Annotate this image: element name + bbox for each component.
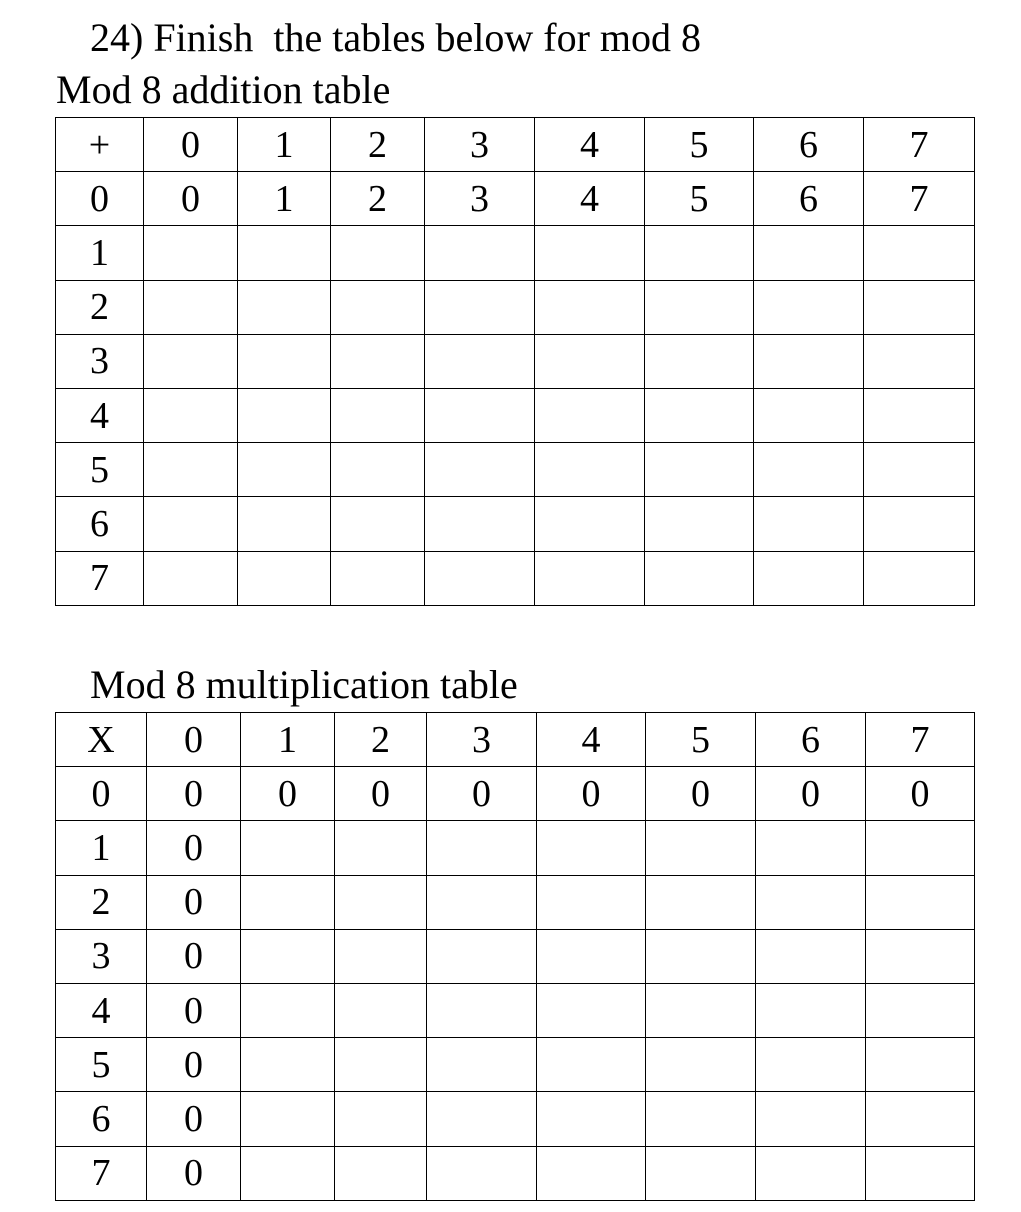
addition-cell[interactable] [754, 226, 864, 280]
multiplication-cell: 0 [147, 1092, 241, 1146]
multiplication-cell: 0 [147, 929, 241, 983]
addition-cell: 2 [331, 172, 425, 226]
multiplication-column-header: 7 [866, 713, 975, 767]
multiplication-cell: 0 [756, 767, 866, 821]
multiplication-row-7 [56, 1092, 975, 1146]
multiplication-cell[interactable] [646, 1146, 756, 1200]
multiplication-cell[interactable] [866, 821, 975, 875]
addition-cell[interactable] [645, 280, 754, 334]
multiplication-cell[interactable] [646, 821, 756, 875]
addition-column-header: 0 [144, 118, 238, 172]
multiplication-cell[interactable] [241, 929, 335, 983]
multiplication-row-6 [56, 1038, 975, 1092]
multiplication-cell[interactable] [866, 1038, 975, 1092]
addition-cell[interactable] [144, 280, 238, 334]
addition-cell[interactable] [535, 551, 645, 605]
addition-cell: 5 [645, 172, 754, 226]
multiplication-row-8 [56, 1146, 975, 1200]
addition-cell[interactable] [144, 226, 238, 280]
addition-row-header: 5 [56, 443, 144, 497]
multiplication-row-4 [56, 929, 975, 983]
addition-cell[interactable] [645, 497, 754, 551]
addition-cell[interactable] [754, 280, 864, 334]
addition-row-3 [56, 280, 975, 334]
multiplication-cell: 0 [147, 767, 241, 821]
multiplication-row-5 [56, 983, 975, 1037]
addition-cell[interactable] [754, 551, 864, 605]
addition-cell: 4 [535, 172, 645, 226]
addition-cell: 7 [864, 172, 975, 226]
addition-cell[interactable] [238, 497, 331, 551]
addition-cell[interactable] [425, 388, 535, 442]
addition-cell[interactable] [144, 497, 238, 551]
multiplication-cell[interactable] [866, 875, 975, 929]
addition-cell: 3 [425, 172, 535, 226]
addition-cell[interactable] [535, 280, 645, 334]
addition-cell[interactable] [144, 334, 238, 388]
multiplication-cell: 0 [866, 767, 975, 821]
multiplication-row-3 [56, 875, 975, 929]
addition-cell: 6 [754, 172, 864, 226]
addition-cell[interactable] [864, 280, 975, 334]
multiplication-cell[interactable] [866, 1092, 975, 1146]
addition-column-header: 3 [425, 118, 535, 172]
addition-row-4 [56, 334, 975, 388]
addition-cell[interactable] [535, 388, 645, 442]
addition-column-header: 7 [864, 118, 975, 172]
multiplication-cell[interactable] [335, 1146, 427, 1200]
multiplication-column-header: 0 [147, 713, 241, 767]
addition-row-5 [56, 388, 975, 442]
multiplication-cell[interactable] [241, 875, 335, 929]
multiplication-cell[interactable] [537, 821, 646, 875]
multiplication-cell[interactable] [241, 821, 335, 875]
addition-row-header: 2 [56, 280, 144, 334]
addition-cell[interactable] [535, 226, 645, 280]
addition-cell[interactable] [754, 497, 864, 551]
multiplication-column-header: 4 [537, 713, 646, 767]
addition-cell[interactable] [425, 497, 535, 551]
multiplication-column-header: 3 [427, 713, 537, 767]
addition-cell[interactable] [144, 551, 238, 605]
addition-row-header: 7 [56, 551, 144, 605]
multiplication-cell[interactable] [646, 875, 756, 929]
multiplication-cell[interactable] [756, 1038, 866, 1092]
addition-row-header: 3 [56, 334, 144, 388]
addition-row-7 [56, 497, 975, 551]
addition-cell[interactable] [864, 334, 975, 388]
addition-cell: 1 [238, 172, 331, 226]
addition-cell[interactable] [864, 388, 975, 442]
multiplication-operator-cell: X [56, 713, 147, 767]
multiplication-cell[interactable] [646, 983, 756, 1037]
multiplication-cell[interactable] [866, 983, 975, 1037]
multiplication-cell[interactable] [427, 983, 537, 1037]
addition-cell[interactable] [144, 443, 238, 497]
multiplication-cell[interactable] [335, 875, 427, 929]
multiplication-column-header: 5 [646, 713, 756, 767]
addition-row-header: 0 [56, 172, 144, 226]
multiplication-row-2 [56, 821, 975, 875]
multiplication-cell[interactable] [756, 1092, 866, 1146]
addition-cell[interactable] [645, 443, 754, 497]
addition-cell[interactable] [535, 443, 645, 497]
multiplication-cell: 0 [241, 767, 335, 821]
addition-cell[interactable] [238, 280, 331, 334]
addition-row-6 [56, 443, 975, 497]
multiplication-cell[interactable] [866, 1146, 975, 1200]
addition-cell[interactable] [864, 443, 975, 497]
multiplication-row-header: 6 [56, 1092, 147, 1146]
multiplication-table [55, 712, 975, 1201]
addition-row-0 [56, 118, 975, 172]
multiplication-cell: 0 [147, 875, 241, 929]
multiplication-cell[interactable] [866, 929, 975, 983]
multiplication-cell[interactable] [427, 1092, 537, 1146]
multiplication-cell[interactable] [427, 875, 537, 929]
multiplication-cell[interactable] [646, 1038, 756, 1092]
addition-cell[interactable] [425, 226, 535, 280]
multiplication-cell[interactable] [756, 875, 866, 929]
addition-cell[interactable] [331, 497, 425, 551]
multiplication-cell: 0 [335, 767, 427, 821]
multiplication-cell[interactable] [537, 1038, 646, 1092]
addition-column-header: 2 [331, 118, 425, 172]
multiplication-cell[interactable] [335, 821, 427, 875]
multiplication-cell[interactable] [335, 1092, 427, 1146]
addition-row-header: 4 [56, 388, 144, 442]
addition-cell[interactable] [754, 334, 864, 388]
multiplication-cell[interactable] [756, 1146, 866, 1200]
addition-row-8 [56, 551, 975, 605]
multiplication-row-header: 1 [56, 821, 147, 875]
addition-column-header: 1 [238, 118, 331, 172]
addition-cell[interactable] [535, 497, 645, 551]
addition-cell[interactable] [238, 443, 331, 497]
multiplication-row-header: 4 [56, 983, 147, 1037]
question-title: 24) Finish the tables below for mod 8 [90, 15, 702, 60]
addition-cell[interactable] [425, 443, 535, 497]
addition-cell[interactable] [425, 551, 535, 605]
multiplication-cell[interactable] [241, 1146, 335, 1200]
multiplication-column-header: 6 [756, 713, 866, 767]
addition-cell[interactable] [331, 388, 425, 442]
addition-column-header: 4 [535, 118, 645, 172]
multiplication-cell[interactable] [537, 1092, 646, 1146]
addition-cell[interactable] [238, 334, 331, 388]
multiplication-cell[interactable] [427, 821, 537, 875]
addition-cell[interactable] [331, 280, 425, 334]
multiplication-cell[interactable] [537, 929, 646, 983]
addition-cell[interactable] [645, 334, 754, 388]
multiplication-cell: 0 [147, 983, 241, 1037]
multiplication-cell: 0 [147, 1146, 241, 1200]
addition-cell[interactable] [238, 551, 331, 605]
multiplication-row-1 [56, 767, 975, 821]
addition-cell[interactable] [864, 226, 975, 280]
multiplication-cell[interactable] [537, 875, 646, 929]
multiplication-cell[interactable] [427, 1038, 537, 1092]
addition-cell[interactable] [864, 497, 975, 551]
multiplication-cell[interactable] [646, 929, 756, 983]
multiplication-cell[interactable] [335, 929, 427, 983]
addition-row-2 [56, 226, 975, 280]
multiplication-row-0 [56, 713, 975, 767]
multiplication-cell[interactable] [756, 929, 866, 983]
multiplication-column-header: 2 [335, 713, 427, 767]
multiplication-cell[interactable] [756, 983, 866, 1037]
addition-cell[interactable] [754, 443, 864, 497]
multiplication-cell[interactable] [335, 983, 427, 1037]
addition-column-header: 6 [754, 118, 864, 172]
multiplication-cell: 0 [147, 1038, 241, 1092]
multiplication-row-header: 7 [56, 1146, 147, 1200]
multiplication-cell[interactable] [427, 1146, 537, 1200]
addition-cell[interactable] [645, 388, 754, 442]
multiplication-row-header: 0 [56, 767, 147, 821]
addition-cell[interactable] [425, 280, 535, 334]
addition-cell[interactable] [754, 388, 864, 442]
multiplication-cell[interactable] [646, 1092, 756, 1146]
multiplication-cell[interactable] [756, 821, 866, 875]
addition-cell[interactable] [238, 388, 331, 442]
multiplication-cell: 0 [427, 767, 537, 821]
addition-cell[interactable] [331, 226, 425, 280]
multiplication-cell[interactable] [427, 929, 537, 983]
addition-cell[interactable] [144, 388, 238, 442]
addition-table-title: Mod 8 addition table [56, 67, 391, 112]
addition-table [55, 117, 975, 606]
addition-row-1 [56, 172, 975, 226]
addition-cell[interactable] [535, 334, 645, 388]
multiplication-cell: 0 [646, 767, 756, 821]
addition-cell[interactable] [864, 551, 975, 605]
addition-cell[interactable] [238, 226, 331, 280]
addition-row-header: 6 [56, 497, 144, 551]
multiplication-cell: 0 [147, 821, 241, 875]
multiplication-cell[interactable] [241, 1092, 335, 1146]
addition-cell[interactable] [331, 443, 425, 497]
addition-cell: 0 [144, 172, 238, 226]
addition-cell[interactable] [331, 334, 425, 388]
addition-operator-cell: + [56, 118, 144, 172]
addition-cell[interactable] [425, 334, 535, 388]
multiplication-cell[interactable] [241, 983, 335, 1037]
multiplication-row-header: 2 [56, 875, 147, 929]
multiplication-row-header: 3 [56, 929, 147, 983]
multiplication-table-title: Mod 8 multiplication table [90, 662, 518, 707]
multiplication-cell[interactable] [537, 1146, 646, 1200]
multiplication-column-header: 1 [241, 713, 335, 767]
addition-cell[interactable] [645, 551, 754, 605]
multiplication-cell[interactable] [335, 1038, 427, 1092]
multiplication-cell: 0 [537, 767, 646, 821]
multiplication-cell[interactable] [241, 1038, 335, 1092]
addition-cell[interactable] [645, 226, 754, 280]
multiplication-cell[interactable] [537, 983, 646, 1037]
addition-column-header: 5 [645, 118, 754, 172]
addition-row-header: 1 [56, 226, 144, 280]
addition-cell[interactable] [331, 551, 425, 605]
multiplication-row-header: 5 [56, 1038, 147, 1092]
